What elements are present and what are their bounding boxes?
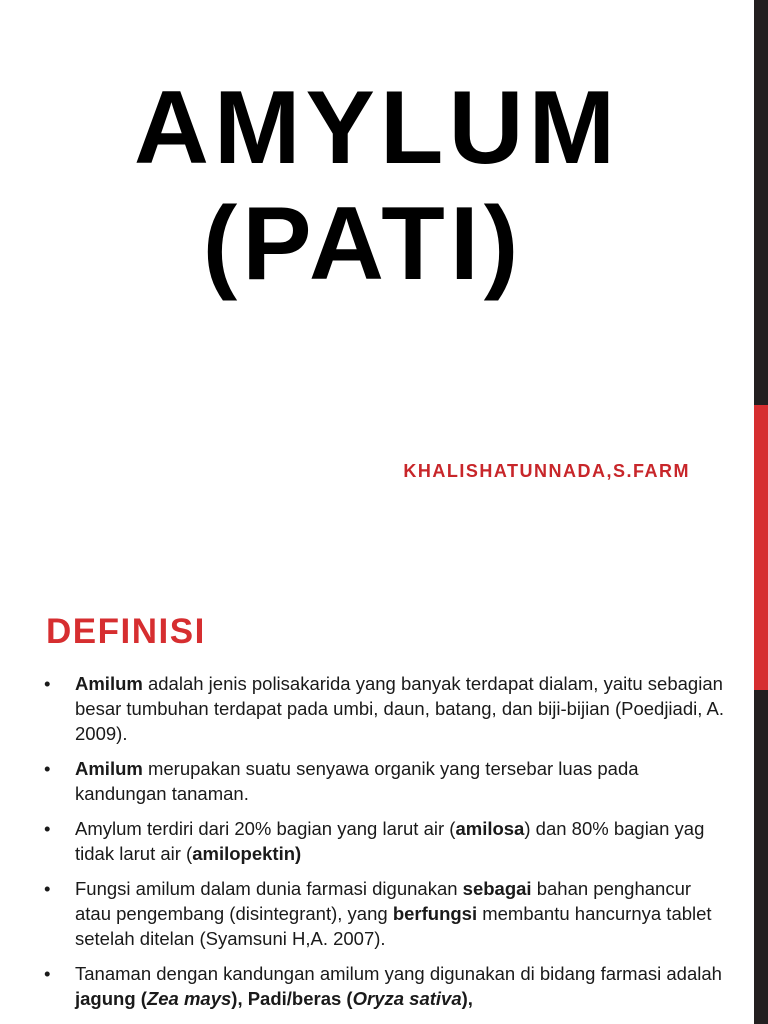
item-text: Fungsi amilum dalam dunia farmasi digunakan <box>75 878 463 899</box>
item-text: Amylum terdiri dari 20% bagian yang larut air ( <box>75 818 456 839</box>
slide-title <box>0 70 754 302</box>
title-line-pati: (PATI) <box>202 186 524 302</box>
term-bold: ), <box>461 988 473 1009</box>
bullet-marker: • <box>44 673 51 694</box>
list-item <box>44 816 724 866</box>
definition-list <box>44 671 724 1021</box>
bullet-marker: • <box>44 963 51 984</box>
term-bold: jagung ( <box>75 988 147 1009</box>
term-bold: Amilum <box>75 673 143 694</box>
item-text: ) dan 80% bagian yag tidak larut air ( <box>75 818 705 864</box>
term-bold: amilopektin) <box>192 843 302 864</box>
item-text: Tanaman dengan kandungan amilum yang digunakan di bidang farmasi adalah <box>75 963 722 984</box>
term-bold: berfungsi <box>392 903 478 924</box>
author-name: KHALISHATUNNADA,S.FARM <box>403 461 690 481</box>
term-bold: sebagai <box>462 878 532 899</box>
item-text: bahan penghancur atau pengembang (disintegrant), yang <box>75 878 692 924</box>
title-line-amylum: AMYLUM <box>133 70 621 186</box>
item-text: merupakan suatu senyawa organik yang tersebar luas pada kandungan tanaman. <box>75 758 639 804</box>
bullet-marker: • <box>44 818 51 839</box>
bullet-marker: • <box>44 758 51 779</box>
item-text: adalah jenis polisakarida yang banyak terdapat dialam, yaitu sebagian besar tumbuhan terdapat pada umbi, daun, batang, dan biji-bijian (Poedjiadi, A. 2009). <box>75 673 724 744</box>
list-item <box>44 756 724 806</box>
species-italic: Zea mays <box>146 988 232 1009</box>
species-italic: Oryza sativa <box>352 988 462 1009</box>
list-item <box>44 671 724 746</box>
definition-slide <box>0 580 768 1024</box>
bullet-marker: • <box>44 878 51 899</box>
list-item <box>44 876 724 951</box>
term-bold: Amilum <box>75 758 143 779</box>
section-heading: DEFINISI <box>46 612 206 651</box>
term-bold: amilosa <box>455 818 525 839</box>
item-text: membantu hancurnya tablet setelah ditelan (Syamsuni H,A. 2007). <box>75 903 712 949</box>
term-bold: ), Padi/beras ( <box>231 988 353 1009</box>
list-item <box>44 961 724 1011</box>
